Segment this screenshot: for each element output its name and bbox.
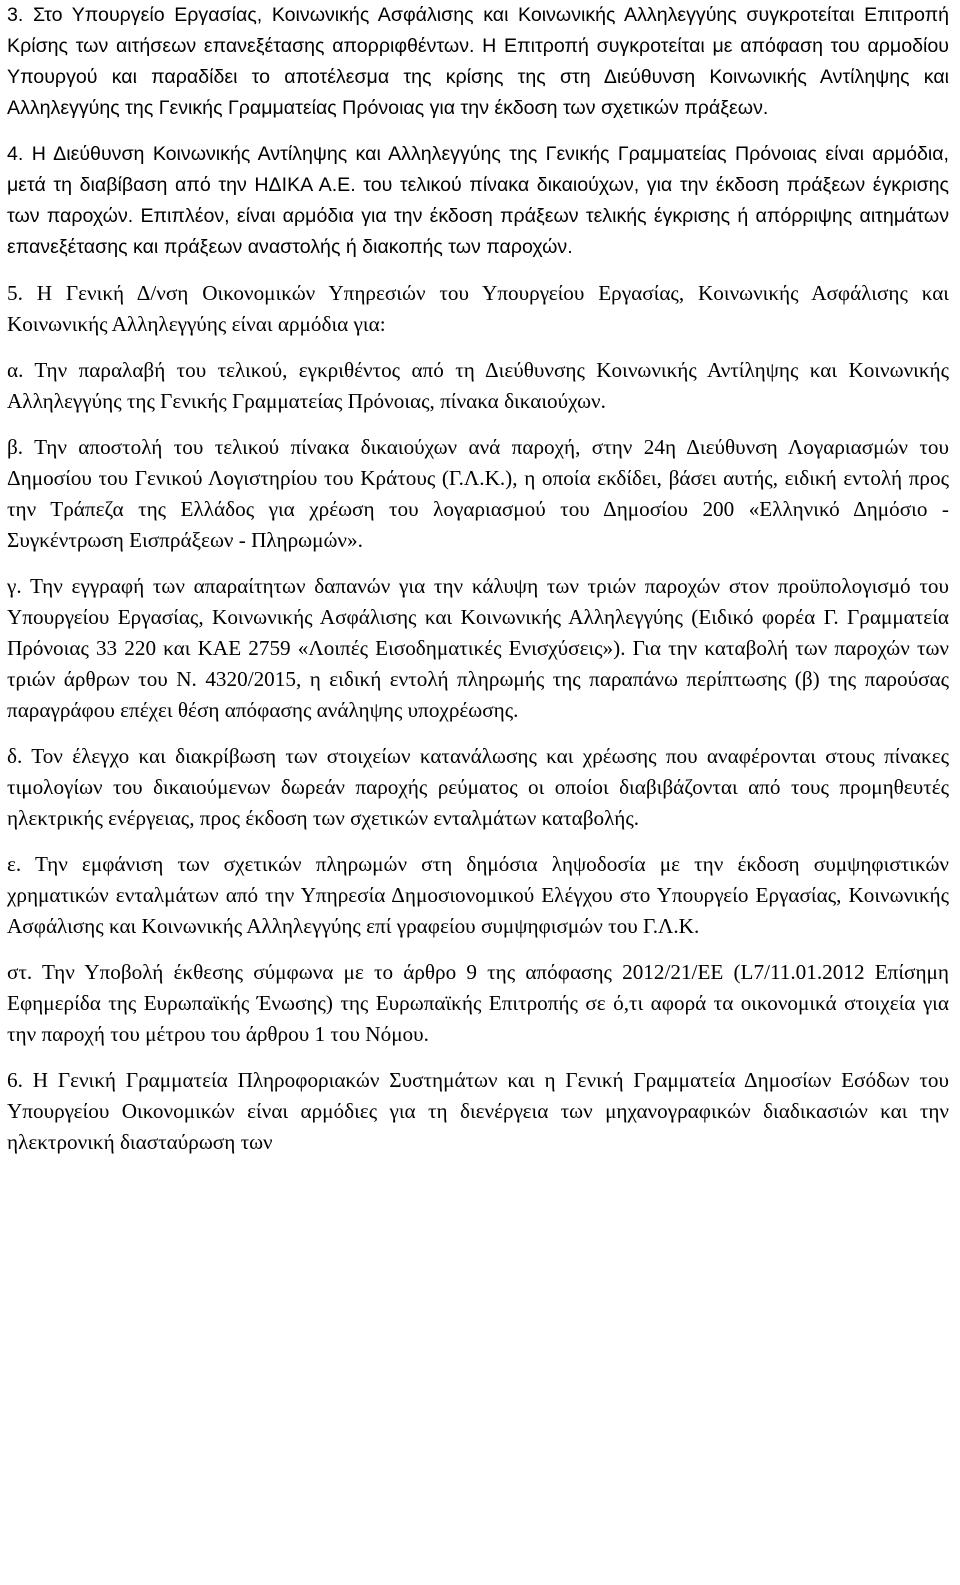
- paragraph-5: 5. Η Γενική Δ/νση Οικονομικών Υπηρεσιών του Υπουργείου Εργασίας, Κοινωνικής Ασφάλισης και Κοινωνικής Αλληλεγγύης είναι αρμόδια για:: [7, 281, 949, 336]
- paragraph-spacer: [7, 263, 949, 278]
- paragraph-spacer: [7, 417, 949, 432]
- paragraph-3: 3. Στο Υπουργείο Εργασίας, Κοινωνικής Ασφάλισης και Κοινωνικής Αλληλεγγύης συγκροτείται Επιτροπή Κρίσης των αιτήσεων επανεξέτασης απορριφθέντων. Η Επιτροπή συγκροτείται με απόφαση του αρμοδίου Υπουργού και παραδίδει το αποτέλεσμα της κρίσης της στη Διεύθυνση Κοινωνικής Αντίληψης και Αλληλεγγύης της Γενικής Γραμματείας Πρόνοιας για την έκδοση των σχετικών πράξεων.: [7, 4, 949, 119]
- paragraph-5-gamma: γ. Την εγγραφή των απαραίτητων δαπανών για την κάλυψη των τριών παροχών στον προϋπολογισμό του Υπουργείου Εργασίας, Κοινωνικής Ασφάλισης και Κοινωνικής Αλληλεγγύης (Ειδικό φορέα Γ. Γραμματεία Πρόνοιας 33 220 και ΚΑΕ 2759 «Λοιπές Εισοδηματικές Ενισχύσεις»). Για την καταβολή των παροχών των τριών άρθρων του Ν. 4320/2015, η ειδική εντολή πληρωμής της παραπάνω περίπτωσης (β) της παρούσας παραγράφου επέχει θέση απόφασης ανάληψης υποχρέωσης.: [7, 574, 949, 722]
- paragraph-spacer: [7, 942, 949, 957]
- paragraph-spacer: [7, 834, 949, 849]
- paragraph-5-epsilon: ε. Την εμφάνιση των σχετικών πληρωμών στη δημόσια ληψοδοσία με την έκδοση συμψηφιστικών χρηματικών ενταλμάτων από την Υπηρεσία Δημοσιονομικού Ελέγχου στο Υπουργείο Εργασίας, Κοινωνικής Ασφάλισης και Κοινωνικής Αλληλεγγύης επί γραφείου συμψηφισμών του Γ.Λ.Κ.: [7, 852, 949, 938]
- paragraph-spacer: [7, 124, 949, 139]
- document-page: [7, 0, 949, 1158]
- paragraph-spacer: [7, 726, 949, 741]
- paragraph-spacer: [7, 556, 949, 571]
- paragraph-4: 4. Η Διεύθυνση Κοινωνικής Αντίληψης και Αλληλεγγύης της Γενικής Γραμματείας Πρόνοιας είναι αρμόδια, μετά τη διαβίβαση από την ΗΔΙΚΑ Α.Ε. του τελικού πίνακα δικαιούχων, για την έκδοση πράξεων έγκρισης των παροχών. Επιπλέον, είναι αρμόδια για την έκδοση πράξεων τελικής έγκρισης ή απόρριψης αιτημάτων επανεξέτασης και πράξεων αναστολής ή διακοπής των παροχών.: [7, 143, 949, 258]
- paragraph-5-st: στ. Την Υποβολή έκθεσης σύμφωνα με το άρθρο 9 της απόφασης 2012/21/ΕΕ (L7/11.01.2012 Επίσημη Εφημερίδα της Ευρωπαϊκής Ένωσης) της Ευρωπαϊκής Επιτροπής σε ό,τι αφορά τα οικονομικά στοιχεία για την παροχή του μέτρου του άρθρου 1 του Νόμου.: [7, 960, 949, 1046]
- paragraph-5-alpha: α. Την παραλαβή του τελικού, εγκριθέντος από τη Διεύθυνσης Κοινωνικής Αντίληψης και Κοινωνικής Αλληλεγγύης της Γενικής Γραμματείας Πρόνοιας, πίνακα δικαιούχων.: [7, 358, 949, 413]
- paragraph-spacer: [7, 1050, 949, 1065]
- paragraph-5-beta: β. Την αποστολή του τελικού πίνακα δικαιούχων ανά παροχή, στην 24η Διεύθυνση Λογαριασμών του Δημοσίου του Γενικού Λογιστηρίου του Κράτους (Γ.Λ.Κ.), η οποία εκδίδει, βάσει αυτής, ειδική εντολή προς την Τράπεζα της Ελλάδος για χρέωση του λογαριασμού του Δημοσίου 200 «Ελληνικό Δημόσιο - Συγκέντρωση Εισπράξεων - Πληρωμών».: [7, 435, 949, 552]
- paragraph-6: 6. Η Γενική Γραμματεία Πληροφοριακών Συστημάτων και η Γενική Γραμματεία Δημοσίων Εσόδων του Υπουργείου Οικονομικών είναι αρμόδιες για τη διενέργεια των μηχανογραφικών διαδικασιών και την ηλεκτρονική διασταύρωση των: [7, 1068, 949, 1154]
- paragraph-5-delta: δ. Τον έλεγχο και διακρίβωση των στοιχείων κατανάλωσης και χρέωσης που αναφέρονται στους πίνακες τιμολογίων του δικαιούμενων δωρεάν παροχής ρεύματος οι οποίοι διαβιβάζονται από τους προμηθευτές ηλεκτρικής ενέργειας, προς έκδοση των σχετικών ενταλμάτων καταβολής.: [7, 744, 949, 830]
- paragraph-spacer: [7, 340, 949, 355]
